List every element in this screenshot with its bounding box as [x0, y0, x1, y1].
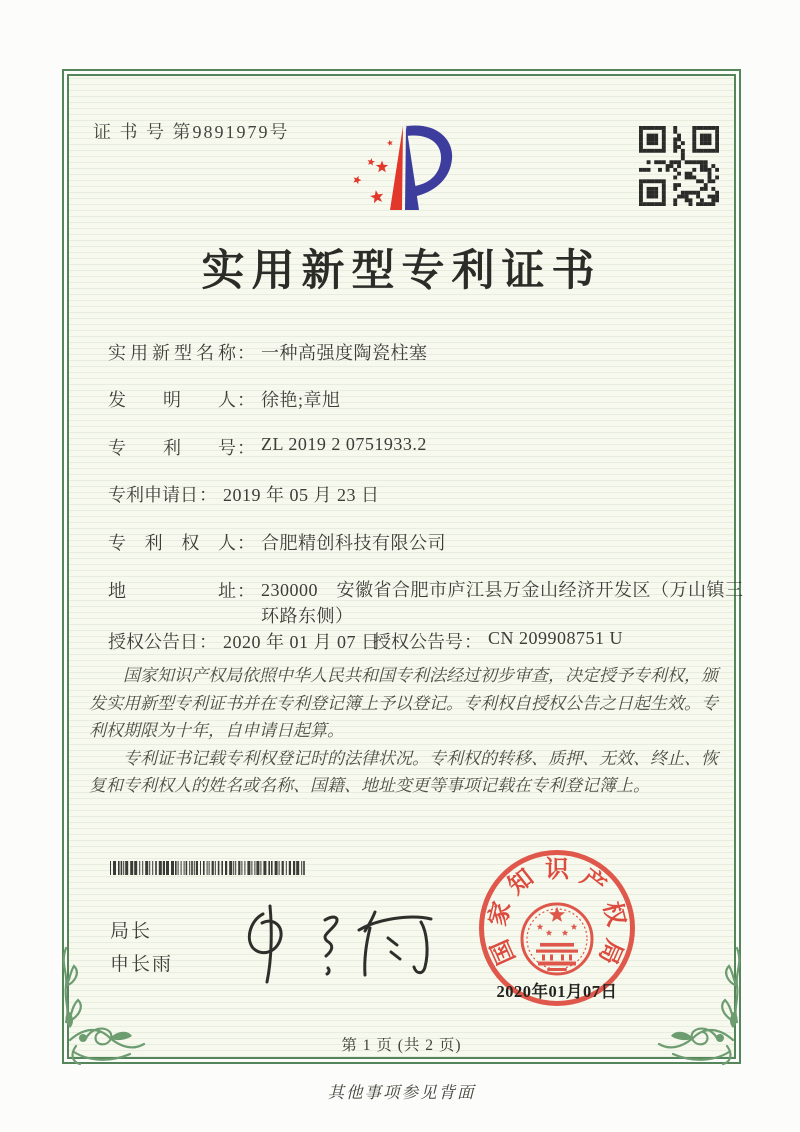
field-colon: ： [237, 533, 255, 553]
field-label: 发明人 [108, 390, 236, 410]
back-note: 其他事项参见背面 [327, 1083, 476, 1102]
field-row-grant-date [108, 628, 380, 654]
field-row-address [108, 577, 747, 629]
svg-text:局: 局 [593, 935, 627, 968]
field-value: 2020 年 01 月 07 日 [223, 632, 380, 652]
field-label: 专利权人 [108, 533, 236, 553]
field-row-name [108, 339, 428, 365]
field-label: 专利号 [108, 438, 236, 458]
field-value: ZL 2019 2 0751933.2 [261, 434, 427, 454]
field-colon: ： [237, 438, 255, 458]
svg-text:识: 识 [545, 857, 569, 883]
field-colon: ： [237, 581, 255, 601]
director-name: 申长雨 [110, 954, 174, 975]
field-label: 授权公告号 [373, 632, 463, 652]
body-paragraph: 国家知识产权局依照中华人民共和国专利法经过初步审查，决定授予专利权，颁发实用新型专利证书并在专利登记簿上予以登记。专利权自授权公告之日起生效。专利权期限为十年，自申请日起算。 [89, 666, 718, 741]
svg-text:权: 权 [597, 899, 629, 929]
field-colon: ： [199, 632, 217, 652]
field-label: 专利申请日 [108, 485, 198, 505]
field-colon: ： [237, 390, 255, 410]
field-value: 合肥精创科技有限公司 [261, 533, 446, 553]
field-label: 授权公告日 [108, 632, 198, 652]
field-value: 230000 安徽省合肥市庐江县万金山经济开发区（万山镇三环路东侧） [261, 580, 744, 626]
barcode [110, 861, 307, 875]
field-row-patent-no [108, 434, 427, 460]
qr-code [639, 126, 719, 206]
field-row-filing-date [108, 481, 380, 507]
body-paragraph: 专利证书记载专利权登记时的法律状况。专利权的转移、质押、无效、终止、恢复和专利权人的姓名或名称、国籍、地址变更等事项记载在专利登记簿上。 [89, 748, 718, 796]
field-colon: ： [237, 343, 255, 363]
national-emblem-icon [522, 904, 592, 974]
field-row-grant-no [373, 628, 623, 654]
legal-text [89, 662, 720, 800]
svg-text:家: 家 [485, 899, 517, 929]
cnipa-logo-icon [340, 112, 460, 222]
director-title: 局长 [110, 921, 153, 942]
field-value: 徐艳;章旭 [261, 390, 341, 410]
field-value: CN 209908751 U [488, 628, 624, 648]
seal-date: 2020年01月07日 [496, 982, 618, 1001]
director-signature [225, 878, 440, 993]
field-value: 一种高强度陶瓷柱塞 [261, 343, 428, 363]
field-row-inventor [108, 386, 341, 412]
field-value: 2019 年 05 月 23 日 [223, 485, 380, 505]
certificate-title: 实用新型专利证书 [201, 248, 602, 295]
field-colon: ： [464, 632, 482, 652]
svg-text:国: 国 [487, 935, 521, 968]
cert-number: 证 书 号 第9891979号 [93, 122, 290, 142]
field-colon: ： [199, 485, 217, 505]
svg-text:知: 知 [503, 864, 539, 900]
field-label: 实用新型名称 [108, 343, 236, 363]
field-row-patentee [108, 529, 446, 555]
svg-text:产: 产 [575, 864, 611, 900]
field-label: 地址 [108, 581, 236, 601]
page-indicator: 第 1 页 (共 2 页) [341, 1037, 462, 1054]
